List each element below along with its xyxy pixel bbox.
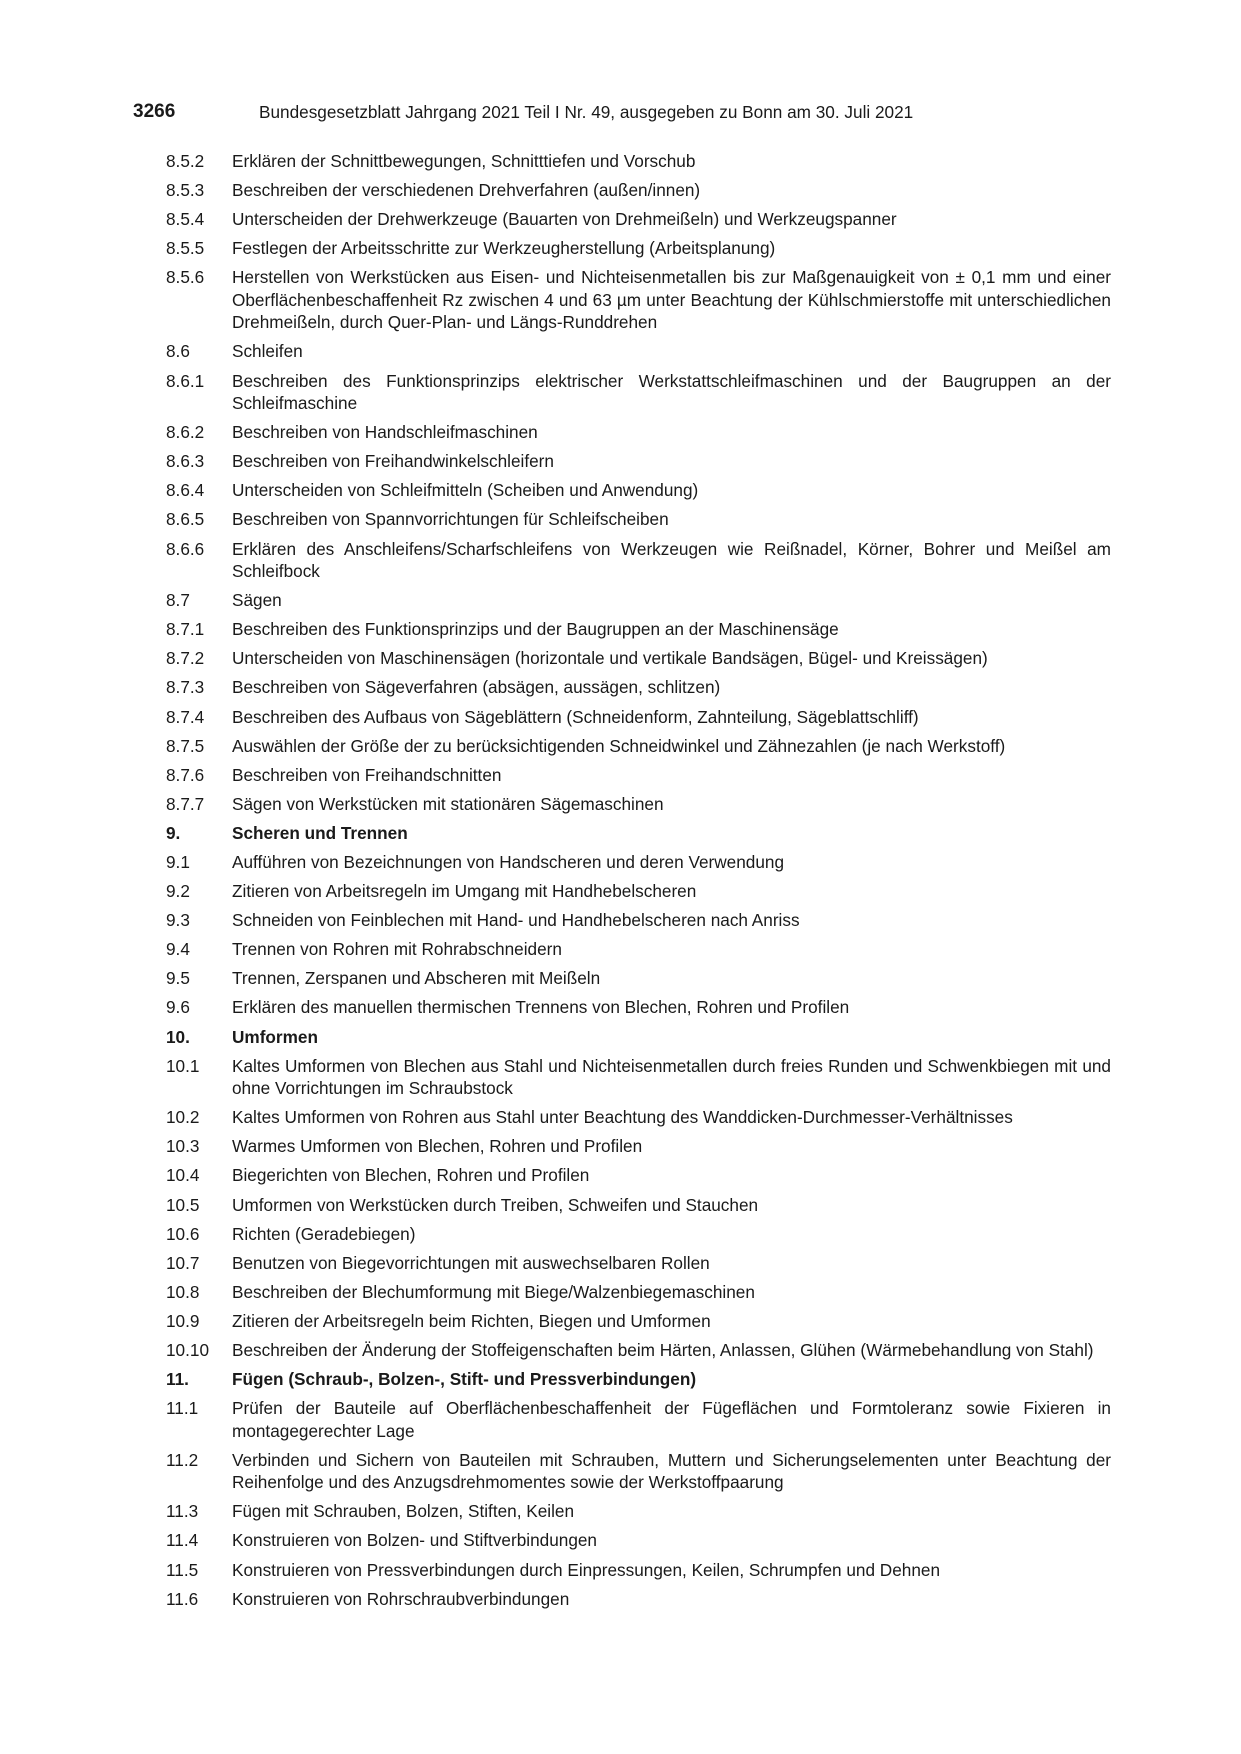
item-number: 10.1 — [166, 1055, 200, 1076]
item-text: Konstruieren von Rohrschraubverbindungen — [232, 1588, 570, 1609]
list-item — [166, 996, 1111, 1019]
item-text: Aufführen von Bezeichnungen von Handscheren und deren Verwendung — [232, 851, 785, 872]
item-number: 10.4 — [166, 1165, 200, 1186]
section-heading — [166, 1368, 1111, 1391]
item-number: 11.5 — [166, 1559, 199, 1580]
item-text: Unterscheiden von Maschinensägen (horizontale und vertikale Bandsägen, Bügel- und Kreissägen) — [232, 648, 988, 669]
item-text: Scheren und Trennen — [232, 822, 408, 843]
item-number: 10.8 — [166, 1281, 200, 1302]
list-item — [166, 450, 1111, 473]
item-number: 8.6.5 — [166, 509, 205, 530]
item-number: 10.5 — [166, 1194, 200, 1215]
item-number: 8.6.1 — [166, 370, 205, 391]
item-number: 8.7.3 — [166, 677, 205, 698]
list-item — [166, 938, 1111, 961]
item-number: 8.7.4 — [166, 706, 205, 727]
item-number: 9.3 — [166, 910, 190, 931]
list-item — [166, 735, 1111, 758]
item-text: Biegerichten von Blechen, Rohren und Profilen — [232, 1165, 590, 1186]
item-number: 8.6 — [166, 341, 190, 362]
item-number: 10.2 — [166, 1107, 200, 1128]
item-text: Benutzen von Biegevorrichtungen mit auswechselbaren Rollen — [232, 1252, 710, 1273]
item-number: 11.1 — [166, 1398, 199, 1419]
list-item — [166, 1194, 1111, 1217]
list-item — [166, 508, 1111, 531]
item-number: 9.1 — [166, 851, 190, 872]
item-number: 8.5.5 — [166, 238, 205, 259]
item-text: Fügen (Schraub-, Bolzen-, Stift- und Pressverbindungen) — [232, 1369, 697, 1390]
list-item — [166, 764, 1111, 787]
item-number: 10.10 — [166, 1339, 210, 1360]
item-text: Sägen von Werkstücken mit stationären Sägemaschinen — [232, 793, 664, 814]
gazette-header-title: Bundesgesetzblatt Jahrgang 2021 Teil I Nr. 49, ausgegeben zu Bonn am 30. Juli 2021 — [259, 102, 914, 122]
numbered-list — [166, 150, 1111, 1617]
item-text: Beschreiben der Blechumformung mit Biege/Walzenbiegemaschinen — [232, 1281, 755, 1302]
item-text: Auswählen der Größe der zu berücksichtigenden Schneidwinkel und Zähnezahlen (je nach Werkstoff) — [232, 735, 1006, 756]
item-number: 10.9 — [166, 1310, 200, 1331]
list-item — [166, 1252, 1111, 1275]
item-number: 8.6.6 — [166, 538, 205, 559]
item-number: 9.5 — [166, 968, 190, 989]
list-item — [166, 1055, 1111, 1100]
item-number: 8.7.2 — [166, 648, 205, 669]
item-number: 11.6 — [166, 1588, 199, 1609]
item-text: Erklären der Schnittbewegungen, Schnitttiefen und Vorschub — [232, 151, 696, 171]
item-number: 9. — [166, 822, 181, 843]
item-text: Beschreiben des Funktionsprinzips elektrischer Werkstattschleifmaschinen und der Baugruppen an der Schleifmaschine — [232, 370, 1111, 414]
list-item — [166, 676, 1111, 699]
list-item — [166, 1135, 1111, 1158]
item-text: Beschreiben von Handschleifmaschinen — [232, 422, 538, 443]
list-item — [166, 1164, 1111, 1187]
item-text: Warmes Umformen von Blechen, Rohren und Profilen — [232, 1136, 643, 1157]
item-text: Fügen mit Schrauben, Bolzen, Stiften, Keilen — [232, 1501, 575, 1522]
item-number: 10. — [166, 1026, 190, 1047]
item-number: 9.4 — [166, 939, 190, 960]
item-number: 8.5.6 — [166, 267, 205, 288]
item-text: Verbinden und Sichern von Bauteilen mit Schrauben, Muttern und Sicherungselementen unter Beachtung der Reihenfolge und des Anzugsdrehmomentes sowie der Werkstoffpaarung — [232, 1449, 1111, 1493]
page-header — [133, 100, 1113, 124]
item-text: Festlegen der Arbeitsschritte zur Werkzeugherstellung (Arbeitsplanung) — [232, 238, 776, 259]
list-item — [166, 909, 1111, 932]
list-item — [166, 237, 1111, 260]
item-number: 8.7.5 — [166, 735, 205, 756]
item-text: Konstruieren von Pressverbindungen durch Einpressungen, Keilen, Schrumpfen und Dehnen — [232, 1559, 941, 1580]
list-item — [166, 851, 1111, 874]
list-item — [166, 589, 1111, 612]
section-heading — [166, 1026, 1111, 1049]
item-number: 8.6.3 — [166, 451, 205, 472]
item-number: 11.3 — [166, 1501, 199, 1522]
item-text: Unterscheiden der Drehwerkzeuge (Bauarten von Drehmeißeln) und Werkzeugspanner — [232, 209, 897, 230]
item-text: Beschreiben von Freihandschnitten — [232, 764, 502, 785]
item-text: Zitieren von Arbeitsregeln im Umgang mit Handhebelscheren — [232, 881, 697, 902]
list-item — [166, 1588, 1111, 1611]
list-item — [166, 179, 1111, 202]
item-number: 8.6.4 — [166, 480, 205, 501]
item-number: 9.6 — [166, 997, 190, 1018]
item-number: 11.2 — [166, 1449, 199, 1470]
item-text: Konstruieren von Bolzen- und Stiftverbindungen — [232, 1530, 597, 1551]
item-text: Beschreiben der verschiedenen Drehverfahren (außen/innen) — [232, 180, 701, 201]
item-text: Herstellen von Werkstücken aus Eisen- und Nichteisenmetallen bis zur Maßgenauigkeit von ± 0,1 mm und einer Oberflächenbeschaffenheit Rz zwischen 4 und 63 µm unter Beachtung der Kühlschmierstoffe mit unterschiedlichen Drehmeißeln, durch Quer-Plan- und Längs-Runddrehen — [232, 267, 1111, 333]
item-number: 11. — [166, 1369, 189, 1390]
list-item — [166, 370, 1111, 415]
item-number: 10.6 — [166, 1223, 200, 1244]
list-item — [166, 618, 1111, 641]
item-number: 8.7.1 — [166, 619, 205, 640]
item-text: Sägen — [232, 590, 282, 611]
list-item — [166, 1397, 1111, 1442]
item-text: Beschreiben des Funktionsprinzips und der Baugruppen an der Maschinensäge — [232, 619, 839, 640]
item-number: 8.7.6 — [166, 764, 205, 785]
list-item — [166, 647, 1111, 670]
item-text: Richten (Geradebiegen) — [232, 1223, 416, 1244]
item-text: Trennen, Zerspanen und Abscheren mit Meißeln — [232, 968, 601, 989]
item-number: 11.4 — [166, 1530, 199, 1551]
item-text: Beschreiben der Änderung der Stoffeigenschaften beim Härten, Anlassen, Glühen (Wärmebehandlung von Stahl) — [232, 1339, 1094, 1360]
list-item — [166, 1559, 1111, 1582]
item-text: Umformen — [232, 1026, 318, 1047]
list-item — [166, 150, 1111, 173]
list-item — [166, 1223, 1111, 1246]
list-item — [166, 538, 1111, 583]
item-text: Beschreiben von Sägeverfahren (absägen, aussägen, schlitzen) — [232, 677, 721, 698]
item-text: Unterscheiden von Schleifmitteln (Scheiben und Anwendung) — [232, 480, 699, 501]
list-item — [166, 967, 1111, 990]
list-item — [166, 1310, 1111, 1333]
section-heading — [166, 822, 1111, 845]
list-item — [166, 1106, 1111, 1129]
list-item — [166, 1529, 1111, 1552]
item-text: Erklären des Anschleifens/Scharfschleifens von Werkzeugen wie Reißnadel, Körner, Bohrer und Meißel am Schleifbock — [232, 538, 1111, 582]
list-item — [166, 266, 1111, 334]
item-text: Trennen von Rohren mit Rohrabschneidern — [232, 939, 562, 960]
item-number: 9.2 — [166, 881, 190, 902]
item-number: 8.7 — [166, 590, 190, 611]
list-item — [166, 706, 1111, 729]
item-text: Kaltes Umformen von Blechen aus Stahl und Nichteisenmetallen durch freies Runden und Schwenkbiegen mit und ohne Vorrichtungen im Schraubstock — [232, 1055, 1111, 1099]
item-number: 8.5.4 — [166, 209, 205, 230]
item-text: Schneiden von Feinblechen mit Hand- und Handhebelscheren nach Anriss — [232, 910, 800, 931]
list-item — [166, 479, 1111, 502]
item-number: 8.7.7 — [166, 793, 205, 814]
list-item — [166, 421, 1111, 444]
item-text: Beschreiben von Freihandwinkelschleifern — [232, 451, 554, 472]
list-item — [166, 340, 1111, 363]
item-number: 10.7 — [166, 1252, 200, 1273]
list-item — [166, 1449, 1111, 1494]
list-item — [166, 1339, 1111, 1362]
item-text: Prüfen der Bauteile auf Oberflächenbeschaffenheit der Fügeflächen und Formtoleranz sowie Fixieren in montagegerechter Lage — [232, 1398, 1111, 1441]
item-text: Beschreiben von Spannvorrichtungen für Schleifscheiben — [232, 509, 669, 530]
list-item — [166, 880, 1111, 903]
item-text: Erklären des manuellen thermischen Trennens von Blechen, Rohren und Profilen — [232, 997, 850, 1018]
item-text: Kaltes Umformen von Rohren aus Stahl unter Beachtung des Wanddicken-Durchmesser-Verhältnisses — [232, 1107, 1013, 1128]
item-number: 8.6.2 — [166, 422, 205, 443]
item-number: 10.3 — [166, 1136, 200, 1157]
item-text: Beschreiben des Aufbaus von Sägeblättern (Schneidenform, Zahnteilung, Sägeblattschliff) — [232, 706, 919, 727]
list-item — [166, 793, 1111, 816]
item-number: 8.5.2 — [166, 151, 205, 171]
list-item — [166, 1281, 1111, 1304]
list-item — [166, 1500, 1111, 1523]
item-text: Schleifen — [232, 341, 303, 362]
item-number: 8.5.3 — [166, 180, 205, 201]
item-text: Umformen von Werkstücken durch Treiben, Schweifen und Stauchen — [232, 1194, 759, 1215]
list-item — [166, 208, 1111, 231]
page-number: 3266 — [133, 101, 176, 122]
item-text: Zitieren der Arbeitsregeln beim Richten, Biegen und Umformen — [232, 1310, 711, 1331]
